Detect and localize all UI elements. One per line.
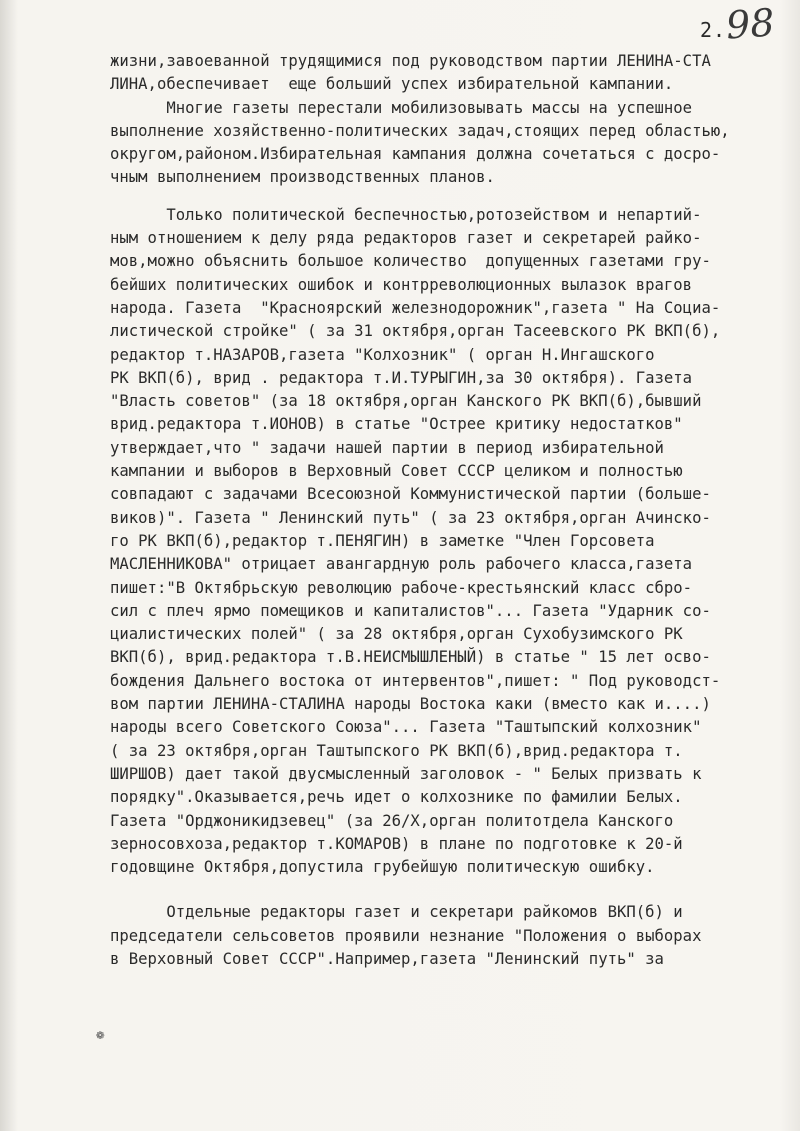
text-line: совпадают с задачами Всесоюзной Коммунистической партии (больше- [110,485,711,504]
text-line: народа. Газета "Красноярский железнодорожник",газета " На Социа- [110,298,721,317]
text-line: листической стройке" ( за 31 октября,орган Тасеевского РК ВКП(б), [110,322,721,341]
text-line: бождения Дальнего востока от интервентов",пишет: " Под руководст- [110,671,721,690]
text-line: зерносовхоза,редактор т.КОМАРОВ) в плане по подготовке к 20-й [110,834,683,853]
text-line: порядку".Оказывается,речь идет о колхознике по фамилии Белых. [110,788,683,807]
archive-stamp-mark: ❁ [96,1027,105,1043]
text-line: мов,можно объяснить большое количество допущенных газетами гру- [110,252,711,271]
text-line: сил с плеч ярмо помещиков и капиталистов"... Газета "Ударник со- [110,601,711,620]
paragraph-4 [110,901,730,971]
document-body [110,50,730,971]
text-line: редактор т.НАЗАРОВ,газета "Колхозник" ( орган Н.Ингашского [110,345,655,364]
text-line: ВКП(б), врид.редактора т.В.НЕИСМЫШЛЕНЫЙ) в статье " 15 лет осво- [110,648,711,667]
text-line: кампании и выборов в Верховный Совет СССР целиком и полностью [110,462,683,481]
text-line: народы всего Советского Союза"... Газета "Таштыпский колхозник" [110,718,702,737]
text-line: Многие газеты перестали мобилизовывать массы на успешное [110,98,693,117]
handwritten-folio-number: 98 [724,0,776,48]
text-line: Газета "Орджоникидзевец" (за 26/X,орган политотдела Канского [110,811,674,830]
text-line: ( за 23 октября,орган Таштыпского РК ВКП(б),врид.редактора т. [110,741,683,760]
text-line: пишет:"В Октябрьскую революцию рабоче-крестьянский класс сбро- [110,578,693,597]
text-line: чным выполнением производственных планов. [110,168,495,187]
text-line: председатели сельсоветов проявили незнание "Положения о выборах [110,926,702,945]
text-line: бейших политических ошибок и контрреволюционных вылазок врагов [110,275,693,294]
text-line: округом,районом.Избирательная кампания должна сочетаться с досро- [110,145,721,164]
text-line: врид.редактора т.ИОНОВ) в статье "Острее критику недостатков" [110,415,683,434]
text-line: виков)". Газета " Ленинский путь" ( за 23 октября,орган Ачинско- [110,508,711,527]
text-line: вом партии ЛЕНИНА-СТАЛИНА народы Востока каки (вместо как и....) [110,695,711,714]
text-line: ЛИНА,обеспечивает еще больший успех избирательной кампании. [110,75,674,94]
text-line: "Власть советов" (за 18 октября,орган Канского РК ВКП(б),бывший [110,392,702,411]
text-line: выполнение хозяйственно-политических задач,стоящих перед областью, [110,121,730,140]
text-line: Отдельные редакторы газет и секретари райкомов ВКП(б) и [110,903,683,922]
paragraph-3 [110,204,730,880]
page-number: 2. [700,18,727,42]
text-line: циалистических полей" ( за 28 октября,орган Сухобузимского РК [110,625,683,644]
text-line: Только политической беспечностью,ротозейством и непартий- [110,205,702,224]
text-line: ШИРШОВ) дает такой двусмысленный заголовок - " Белых призвать к [110,764,702,783]
paragraph-1 [110,50,730,97]
text-line: ным отношением к делу ряда редакторов газет и секретарей райко- [110,229,702,248]
text-line: годовщине Октября,допустила грубейшую политическую ошибку. [110,858,655,877]
text-line: утверждает,что " задачи нашей партии в период избирательной [110,438,664,457]
text-line: РК ВКП(б), врид . редактора т.И.ТУРЫГИН,за 30 октября). Газета [110,368,693,387]
text-line: в Верховный Совет СССР".Например,газета "Ленинский путь" за [110,949,664,968]
paragraph-2 [110,97,730,190]
text-line: жизни,завоеванной трудящимися под руководством партии ЛЕНИНА-СТА [110,52,711,70]
text-line: го РК ВКП(б),редактор т.ПЕНЯГИН) в заметке "Член Горсовета [110,531,655,550]
text-line: МАСЛЕННИКОВА" отрицает авангардную роль рабочего класса,газета [110,555,693,574]
